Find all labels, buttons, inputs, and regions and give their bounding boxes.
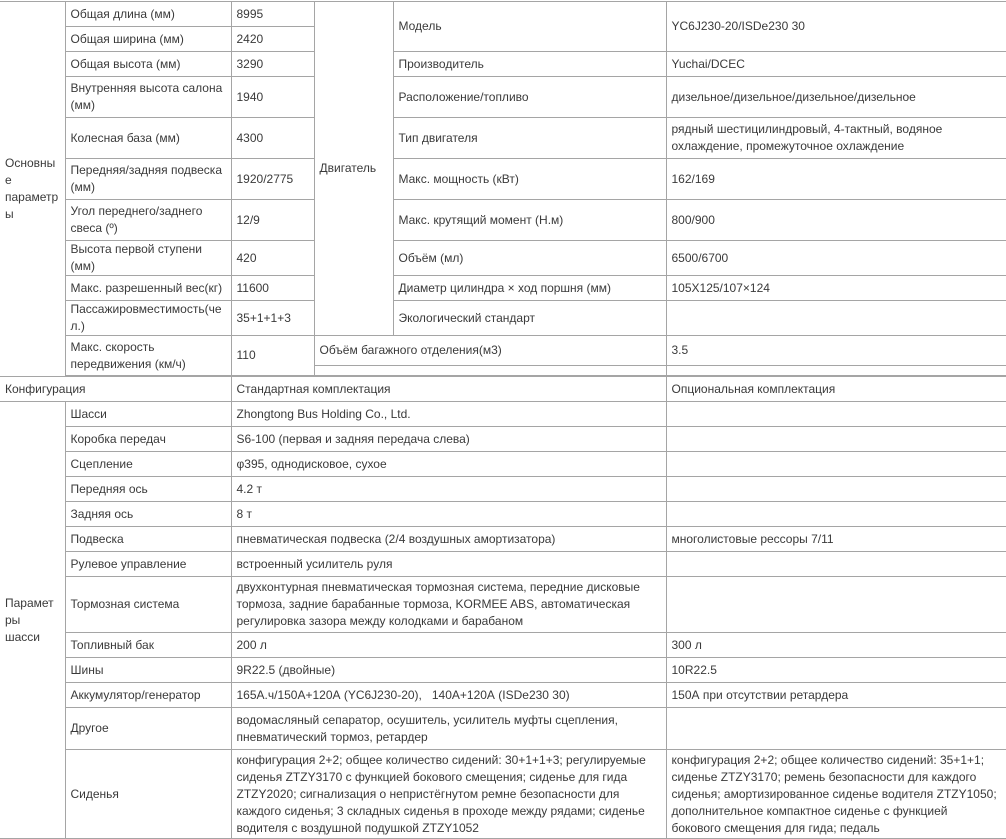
chassis-label: Рулевое управление xyxy=(65,552,231,577)
engine-param-label: Объём (мл) xyxy=(393,241,666,276)
spec-row xyxy=(0,241,1006,276)
chassis-row xyxy=(0,708,1006,750)
chassis-standard: 200 л xyxy=(231,633,666,658)
group-label-chassis: Параметры шасси xyxy=(0,402,65,839)
chassis-label: Тормозная система xyxy=(65,577,231,633)
chassis-label: Топливный бак xyxy=(65,633,231,658)
chassis-optional: 10R22.5 xyxy=(666,658,1006,683)
spec-row xyxy=(0,301,1006,336)
engine-param-label: Тип двигателя xyxy=(393,118,666,159)
chassis-optional xyxy=(666,402,1006,427)
chassis-row xyxy=(0,527,1006,552)
chassis-standard: пневматическая подвеска (2/4 воздушных амортизатора) xyxy=(231,527,666,552)
engine-param-label: Производитель xyxy=(393,52,666,77)
engine-param-value: 105X125/107×124 xyxy=(666,276,1006,301)
chassis-optional xyxy=(666,502,1006,527)
chassis-label: Задняя ось xyxy=(65,502,231,527)
chassis-row xyxy=(0,633,1006,658)
param-label: Передняя/задняя подвеска (мм) xyxy=(65,159,231,200)
spec-row xyxy=(0,336,1006,366)
chassis-optional: 150А при отсутствии ретардера xyxy=(666,683,1006,708)
chassis-row xyxy=(0,402,1006,427)
param-value: 11600 xyxy=(231,276,314,301)
config-label: Конфигурация xyxy=(0,377,231,402)
engine-param-label: Макс. крутящий момент (Н.м) xyxy=(393,200,666,241)
chassis-standard: 4.2 т xyxy=(231,477,666,502)
chassis-label: Подвеска xyxy=(65,527,231,552)
chassis-optional xyxy=(666,577,1006,633)
engine-param-value: рядный шестицилиндровый, 4-тактный, водяное охлаждение, промежуточное охлаждение xyxy=(666,118,1006,159)
chassis-standard: 8 т xyxy=(231,502,666,527)
chassis-standard: водомасляный сепаратор, осушитель, усилитель муфты сцепления, пневматический тормоз, ретардер xyxy=(231,708,666,750)
param-label: Общая длина (мм) xyxy=(65,2,231,27)
spec-row xyxy=(0,2,1006,27)
param-label: Внутренняя высота салона (мм) xyxy=(65,77,231,118)
chassis-optional xyxy=(666,552,1006,577)
chassis-standard: 165А.ч/150А+120А (YC6J230-20), 140А+120А (ISDe230 30) xyxy=(231,683,666,708)
engine-param-value: 162/169 xyxy=(666,159,1006,200)
config-optional-header: Опциональная комплектация xyxy=(666,377,1006,402)
chassis-row xyxy=(0,750,1006,839)
spec-table xyxy=(0,1,1006,839)
chassis-standard: конфигурация 2+2; общее количество сидений: 30+1+1+3; регулируемые сиденья ZTZY3170 с функцией бокового смещения; сиденье для гида ZTZY2020; сигнализация о непристёгнутом ремне безопасности для каждого сиденья; 3 складных сиденья в проходе между рядами; сиденье водителя с воздушной подушкой ZTZY1052 xyxy=(231,750,666,839)
chassis-row xyxy=(0,427,1006,452)
param-value: 2420 xyxy=(231,27,314,52)
param-value: 3290 xyxy=(231,52,314,77)
chassis-standard: φ395, однодисковое, сухое xyxy=(231,452,666,477)
engine-param-label: Макс. мощность (кВт) xyxy=(393,159,666,200)
chassis-row xyxy=(0,658,1006,683)
spec-row xyxy=(0,77,1006,118)
chassis-row xyxy=(0,577,1006,633)
empty-cell xyxy=(666,366,1006,376)
chassis-standard: встроенный усилитель руля xyxy=(231,552,666,577)
chassis-row xyxy=(0,452,1006,477)
param-value: 110 xyxy=(231,336,314,376)
param-value: 12/9 xyxy=(231,200,314,241)
chassis-label: Аккумулятор/генератор xyxy=(65,683,231,708)
engine-group-label: Двигатель xyxy=(314,2,393,336)
chassis-optional xyxy=(666,708,1006,750)
baggage-label: Объём багажного отделения(м3) xyxy=(314,336,666,366)
chassis-label: Другое xyxy=(65,708,231,750)
chassis-row xyxy=(0,683,1006,708)
param-label: Угол переднего/заднего свеса (º) xyxy=(65,200,231,241)
chassis-row xyxy=(0,502,1006,527)
param-value: 1940 xyxy=(231,77,314,118)
engine-param-value: YC6J230-20/ISDe230 30 xyxy=(666,2,1006,52)
param-label: Колесная база (мм) xyxy=(65,118,231,159)
engine-param-value: дизельное/дизельное/дизельное/дизельное xyxy=(666,77,1006,118)
chassis-optional: 300 л xyxy=(666,633,1006,658)
param-value: 8995 xyxy=(231,2,314,27)
engine-param-label: Расположение/топливо xyxy=(393,77,666,118)
chassis-standard: Zhongtong Bus Holding Co., Ltd. xyxy=(231,402,666,427)
chassis-label: Коробка передач xyxy=(65,427,231,452)
spec-row xyxy=(0,159,1006,200)
param-label: Макс. разрешенный вес(кг) xyxy=(65,276,231,301)
chassis-label: Шасси xyxy=(65,402,231,427)
chassis-row xyxy=(0,477,1006,502)
chassis-label: Шины xyxy=(65,658,231,683)
chassis-optional xyxy=(666,477,1006,502)
spec-row xyxy=(0,118,1006,159)
empty-cell xyxy=(314,366,666,376)
chassis-optional: многолистовые рессоры 7/11 xyxy=(666,527,1006,552)
group-label-basic: Основные параметры xyxy=(0,2,65,377)
engine-param-value: 800/900 xyxy=(666,200,1006,241)
engine-param-value: 6500/6700 xyxy=(666,241,1006,276)
param-label: Высота первой ступени (мм) xyxy=(65,241,231,276)
chassis-optional xyxy=(666,452,1006,477)
config-header-row xyxy=(0,377,1006,402)
param-value: 35+1+1+3 xyxy=(231,301,314,336)
param-value: 1920/2775 xyxy=(231,159,314,200)
baggage-value: 3.5 xyxy=(666,336,1006,366)
chassis-standard: 9R22.5 (двойные) xyxy=(231,658,666,683)
param-label: Общая ширина (мм) xyxy=(65,27,231,52)
engine-param-value xyxy=(666,301,1006,336)
config-standard-header: Стандартная комплектация xyxy=(231,377,666,402)
chassis-label: Передняя ось xyxy=(65,477,231,502)
spec-row xyxy=(0,276,1006,301)
chassis-optional: конфигурация 2+2; общее количество сидений: 35+1+1; сиденье ZTZY3170; ремень безопасности для каждого сиденья; амортизированное сиденье водителя ZTZY1050; дополнительное компактное сиденье с функцией бокового смещения для гида; педаль xyxy=(666,750,1006,839)
engine-param-label: Экологический стандарт xyxy=(393,301,666,336)
param-value: 420 xyxy=(231,241,314,276)
param-label: Пассажировместимость(чел.) xyxy=(65,301,231,336)
chassis-optional xyxy=(666,427,1006,452)
spec-row xyxy=(0,200,1006,241)
param-value: 4300 xyxy=(231,118,314,159)
engine-param-value: Yuchai/DCEC xyxy=(666,52,1006,77)
engine-param-label: Диаметр цилиндра × ход поршня (мм) xyxy=(393,276,666,301)
param-label: Общая высота (мм) xyxy=(65,52,231,77)
engine-param-label: Модель xyxy=(393,2,666,52)
spec-row xyxy=(0,52,1006,77)
param-label: Макс. скорость передвижения (км/ч) xyxy=(65,336,231,376)
chassis-label: Сиденья xyxy=(65,750,231,839)
chassis-standard: двухконтурная пневматическая тормозная система, передние дисковые тормоза, задние барабанные тормоза, KORMEE ABS, автоматическая регулировка зазора между колодками и барабаном xyxy=(231,577,666,633)
chassis-label: Сцепление xyxy=(65,452,231,477)
chassis-row xyxy=(0,552,1006,577)
chassis-standard: S6-100 (первая и задняя передача слева) xyxy=(231,427,666,452)
